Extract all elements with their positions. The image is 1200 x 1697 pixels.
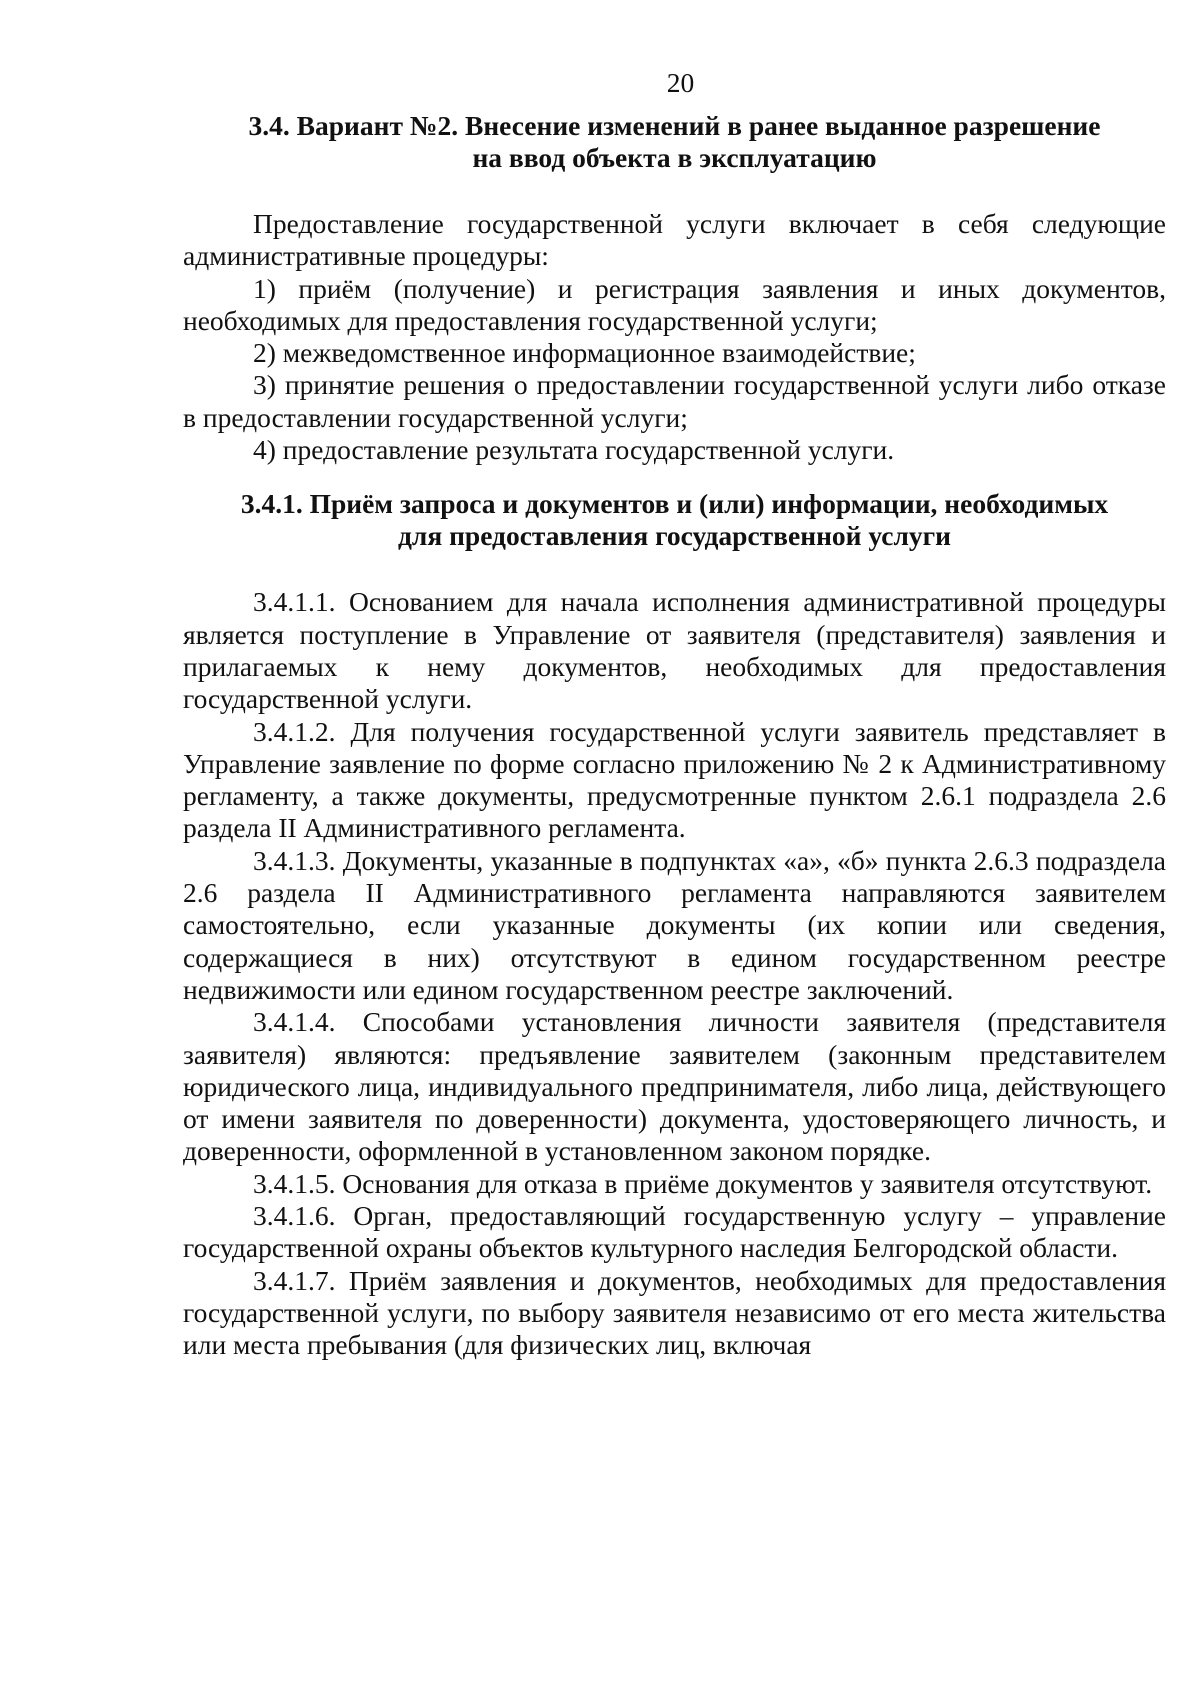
procedure-item: 4) предоставление результата государственной услуги. bbox=[253, 434, 895, 466]
clause-paragraph: 3.4.1.3. Документы, указанные в подпунктах «а», «б» пункта 2.6.3 подраздела 2.6 раздела II Административного регламента направляются заявителем самостоятельно, если указанные документы (их копии или сведения, содержащиеся в них) отсутствуют в едином государственном реестре недвижимости или едином государственном реестре заключений. bbox=[183, 844, 1166, 1005]
intro-paragraph: Предоставление государственной услуги включает в себя следующие административные процедуры: bbox=[183, 208, 1166, 272]
section-heading-line-2: на ввод объекта в эксплуатацию bbox=[472, 142, 877, 173]
procedure-item: 1) приём (получение) и регистрация заявления и иных документов, необходимых для предоставления государственной услуги; bbox=[183, 272, 1166, 336]
procedure-item: 2) межведомственное информационное взаимодействие; bbox=[253, 337, 916, 369]
page-number: 20 bbox=[666, 67, 695, 98]
document-page bbox=[183, 66, 1166, 1362]
clause-paragraph: 3.4.1.7. Приём заявления и документов, необходимых для предоставления государственной услуги, по выбору заявителя независимо от его места жительства или места пребывания (для физических лиц, включая bbox=[183, 1264, 1166, 1361]
subsection-heading-line-2: для предоставления государственной услуги bbox=[397, 520, 952, 552]
subsection-heading-line-1: 3.4.1. Приём запроса и документов и (или) информации, необходимых bbox=[240, 488, 1109, 520]
section-heading bbox=[183, 110, 1166, 174]
clause-paragraph: 3.4.1.1. Основанием для начала исполнения административной процедуры является поступление в Управление от заявителя (представителя) заявления и прилагаемых к нему документов, необходимых для предоставления государственной услуги. bbox=[183, 586, 1166, 715]
procedure-item: 3) принятие решения о предоставлении государственной услуги либо отказе в предоставлении государственной услуги; bbox=[183, 369, 1166, 433]
clause-list bbox=[183, 586, 1166, 1361]
section-heading-line-1: 3.4. Вариант №2. Внесение изменений в ранее выданное разрешение bbox=[248, 110, 1101, 141]
clause-paragraph: 3.4.1.6. Орган, предоставляющий государственную услугу – управление государственной охраны объектов культурного наследия Белгородской области. bbox=[183, 1200, 1166, 1264]
clause-paragraph: 3.4.1.4. Способами установления личности заявителя (представителя заявителя) являются: предъявление заявителем (законным представителем юридического лица, индивидуального предпринимателя, либо лица, действующего от имени заявителя по доверенности) документа, удостоверяющего личность, и доверенности, оформленной в установленном законом порядке. bbox=[183, 1006, 1166, 1167]
clause-paragraph: 3.4.1.2. Для получения государственной услуги заявитель представляет в Управление заявление по форме согласно приложению № 2 к Административному регламенту, а также документы, предусмотренные пунктом 2.6.1 подраздела 2.6 раздела II Административного регламента. bbox=[183, 715, 1166, 844]
procedure-list bbox=[183, 273, 1166, 467]
clause-paragraph: 3.4.1.5. Основания для отказа в приёме документов у заявителя отсутствуют. bbox=[253, 1167, 1153, 1199]
subsection-heading bbox=[183, 488, 1166, 552]
